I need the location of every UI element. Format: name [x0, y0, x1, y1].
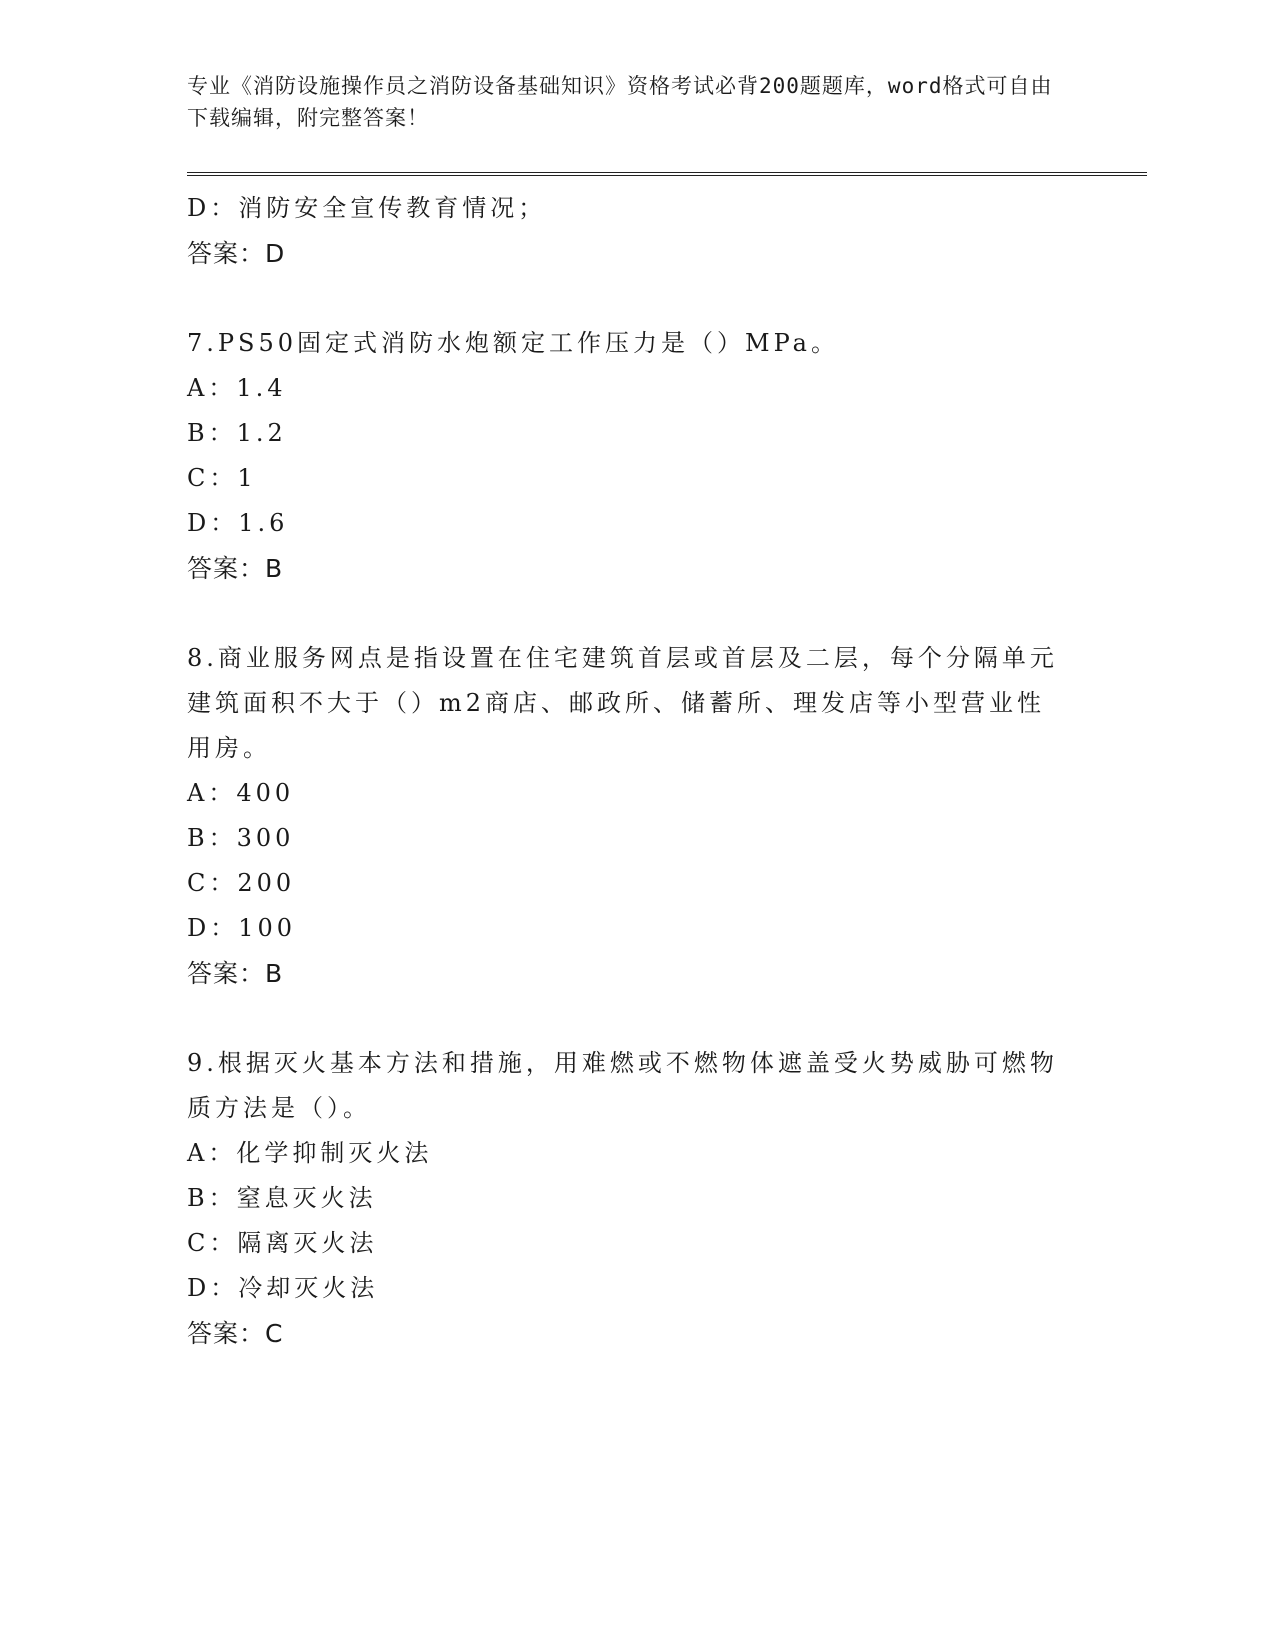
question-7	[187, 321, 1147, 591]
answer-line: 答案：D	[187, 239, 286, 268]
question-8	[187, 636, 1147, 996]
option-a: A：1.4	[187, 374, 287, 402]
question-text: 8.商业服务网点是指设置在住宅建筑首层或首层及二层，每个分隔单元建筑面积不大于（）m2商店、邮政所、储蓄所、理发店等小型营业性用房。	[187, 644, 1058, 762]
option-c: C：200	[187, 869, 296, 897]
spacer	[187, 276, 1147, 321]
answer-line: 答案：C	[187, 1319, 284, 1348]
option-b: B：1.2	[187, 419, 287, 447]
option-d: D：100	[187, 914, 297, 942]
question-9	[187, 1041, 1147, 1356]
page-content	[187, 70, 1147, 1356]
option-d: D：1.6	[187, 509, 289, 537]
question-text: 9.根据灭火基本方法和措施，用难燃或不燃物体遮盖受火势威胁可燃物质方法是（）。	[187, 1049, 1058, 1122]
answer-line: 答案：B	[187, 959, 284, 988]
question-text: 7.PS50固定式消防水炮额定工作压力是（）MPa。	[187, 329, 839, 357]
header-divider	[187, 172, 1147, 176]
option-a: A：400	[187, 779, 295, 807]
option-b: B：300	[187, 824, 295, 852]
option-c: C：1	[187, 464, 257, 492]
option-d: D：消防安全宣传教育情况；	[187, 194, 547, 222]
option-b: B：窒息灭火法	[187, 1184, 377, 1212]
answer-line: 答案：B	[187, 554, 284, 583]
document-header: 专业《消防设施操作员之消防设备基础知识》资格考试必背200题题库，word格式可自由下载编辑，附完整答案！	[187, 74, 1053, 130]
previous-question-tail	[187, 186, 1147, 276]
option-c: C：隔离灭火法	[187, 1229, 378, 1257]
option-a: A：化学抑制灭火法	[187, 1139, 433, 1167]
spacer	[187, 996, 1147, 1041]
option-d: D：冷却灭火法	[187, 1274, 379, 1302]
spacer	[187, 591, 1147, 636]
